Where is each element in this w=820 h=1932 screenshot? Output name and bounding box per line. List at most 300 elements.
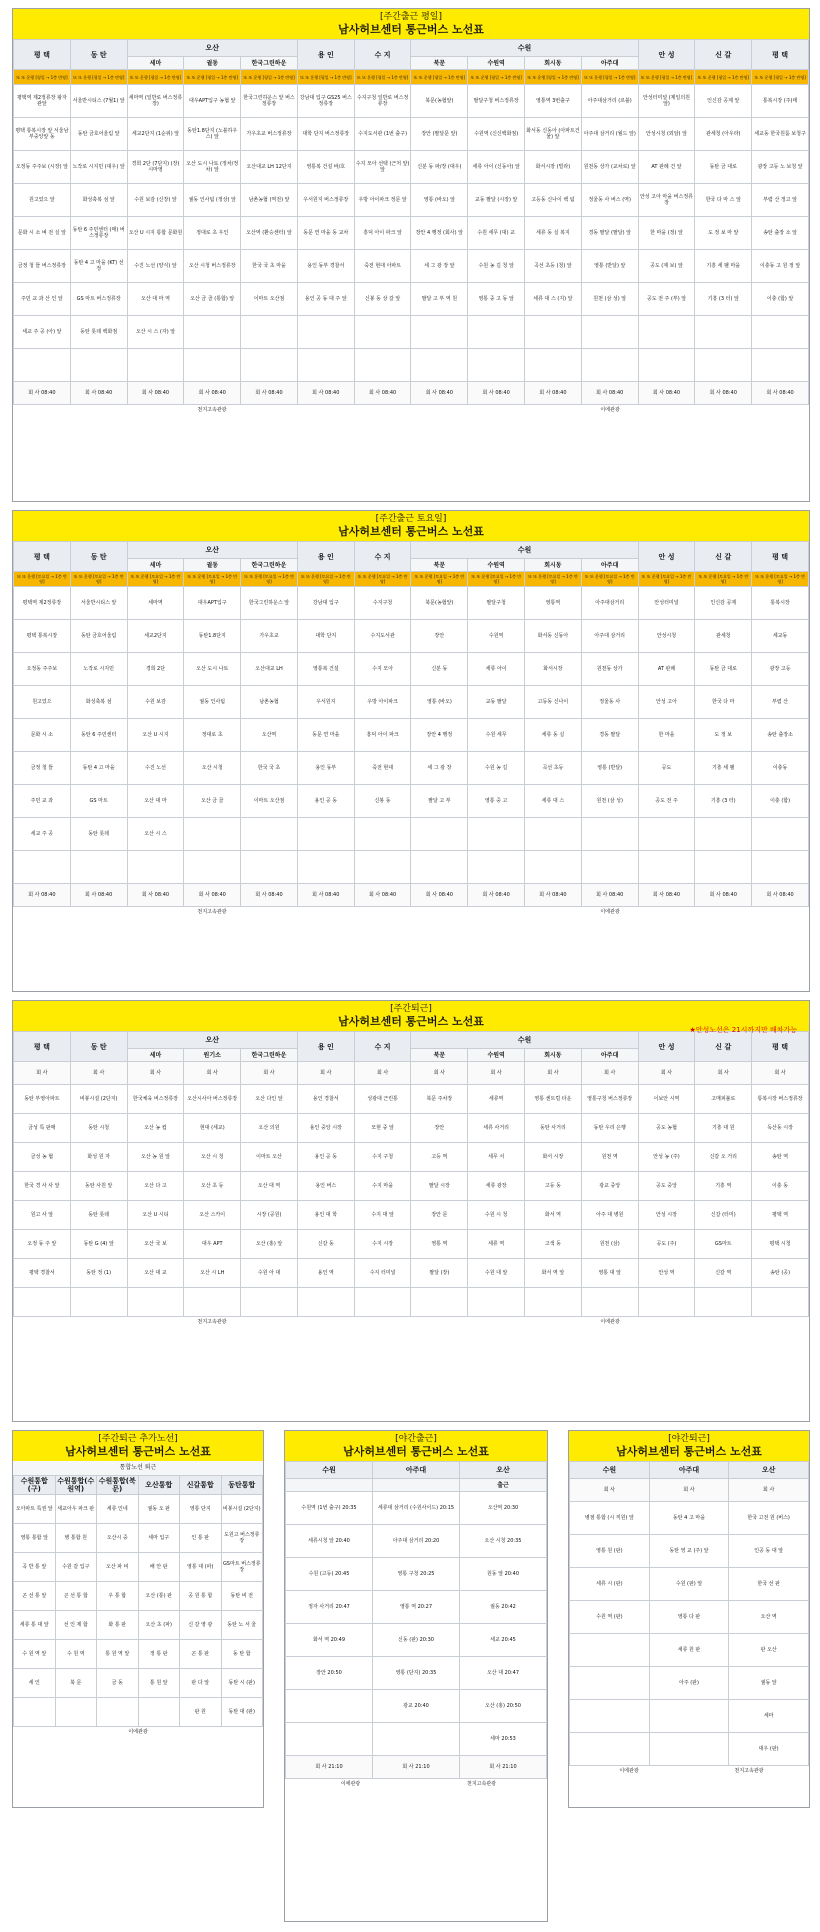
stop-cell — [468, 851, 525, 884]
stop-cell: 영통 중 고 — [468, 785, 525, 818]
col-header: 수 지 — [354, 40, 411, 70]
stop-cell: 대우 (판) — [729, 1733, 809, 1766]
stop-cell: 안성 농 (주) — [638, 1143, 695, 1172]
stop-cell: 평택 통복시장 — [14, 620, 71, 653]
stop-cell: 죽전 현대 아파트 — [354, 250, 411, 283]
stop-cell: AT 판례 건 앞 — [638, 151, 695, 184]
stop-cell: 원천 (삼) — [581, 1230, 638, 1259]
sub-header: 북문 — [411, 1049, 468, 1062]
sub-header: 원기소 — [184, 1049, 241, 1062]
stop-cell: 동탄 4 고 마을 (KT) 선 정 — [70, 250, 127, 283]
table-row — [14, 1288, 809, 1317]
saturday-end-row — [14, 884, 809, 907]
stop-cell: 광장 고등 노 보청 앞 — [752, 151, 809, 184]
col-header: 수원통합(북문) — [97, 1476, 139, 1495]
col-header: 수원통합(수원역) — [55, 1476, 97, 1495]
stop-cell: 오산 농 원 앞 — [127, 1143, 184, 1172]
stop-cell: 교동 팔달 — [468, 686, 525, 719]
stop-cell: 곡 반 통 앞 — [14, 1553, 56, 1582]
stop-cell: 신분 동 — [411, 653, 468, 686]
table-row — [286, 1591, 547, 1624]
stop-cell — [184, 851, 241, 884]
status-cell: 또 또 운행 [토요일 → 1층 반영] — [354, 572, 411, 587]
stop-cell: 수원 농 길 — [468, 752, 525, 785]
stop-cell: 동탄 부영아파트 — [14, 1085, 71, 1114]
stop-cell: 고색 동 — [525, 1230, 582, 1259]
stop-cell: 한국 국 초 마을 — [241, 250, 298, 283]
stop-cell: 원천동 상가 (교차로) 앞 — [581, 151, 638, 184]
stop-cell — [468, 818, 525, 851]
arrival-cell: 회 사 08:40 — [638, 382, 695, 405]
stop-cell: 궐동 오 판 — [138, 1495, 180, 1524]
stop-cell: 용인 경찰서 — [297, 1085, 354, 1114]
arrival-cell: 회 사 21:10 — [373, 1756, 460, 1779]
table-row — [14, 1524, 263, 1553]
stop-cell: 금성 특 판매 — [14, 1114, 71, 1143]
stop-cell: 수진 노선 (양식) 앞 — [127, 250, 184, 283]
stop-cell: 도 정 보 — [695, 719, 752, 752]
stop-cell: 정자 사거리 20:47 — [286, 1591, 373, 1624]
stop-cell — [411, 818, 468, 851]
table-row — [14, 1698, 263, 1727]
stop-cell — [581, 349, 638, 382]
stop-cell — [297, 851, 354, 884]
sub-header: 세마 — [127, 1049, 184, 1062]
arrival-cell: 회 사 08:40 — [354, 884, 411, 907]
start-cell: 회 사 — [468, 1062, 525, 1085]
stop-cell: 세교 주 공 — [14, 818, 71, 851]
stop-cell: 수지 마을 — [354, 1172, 411, 1201]
sub-header: 회시동 — [525, 559, 582, 572]
stop-cell: 아주대삼거리 (르블) — [581, 85, 638, 118]
night-out-table — [569, 1461, 809, 1766]
stop-cell: 오산 (홍) 20:50 — [460, 1690, 547, 1723]
stop-cell: 평택 역 — [752, 1201, 809, 1230]
stop-cell: 오산 금 골 (통합) 앞 — [184, 283, 241, 316]
stop-cell: 세교 20:45 — [460, 1624, 547, 1657]
status-cell: 또 또 운행 [평일 → 1층 반영] — [70, 70, 127, 85]
stop-cell: 세류 시 (판) — [570, 1568, 650, 1601]
stop-cell: 곡선 초등 — [525, 752, 582, 785]
stop-cell: 궐동 20:42 — [460, 1591, 547, 1624]
stop-cell: 오정동 주주보 — [14, 653, 71, 686]
stop-cell: 이충 (합) — [752, 785, 809, 818]
stop-cell — [570, 1667, 650, 1700]
stop-cell: 송탄 (공) — [752, 1259, 809, 1288]
sub-header: 궐동 — [184, 559, 241, 572]
status-cell: 또 또 운행 [토요일 → 1층 반영] — [752, 572, 809, 587]
table-row — [14, 785, 809, 818]
stop-cell: 우서원지 버스정류장 — [297, 184, 354, 217]
col-header: 평 택 — [752, 40, 809, 70]
stop-cell: 오산 대 마 역 — [127, 283, 184, 316]
stop-cell: 오산시 중 — [97, 1524, 139, 1553]
stop-cell: 영통 다 판 — [649, 1601, 729, 1634]
stop-cell: 오산 대 마 — [127, 785, 184, 818]
status-cell: 또 또 운행 [토요일 → 1층 반영] — [70, 572, 127, 587]
stop-cell — [70, 851, 127, 884]
status-cell: 또 또 운행 [평일 → 1층 반영] — [184, 70, 241, 85]
stop-cell: 세류 인네 — [97, 1495, 139, 1524]
stop-cell: 화서 시장 — [525, 1143, 582, 1172]
col-header: 평 택 — [752, 1032, 809, 1062]
stop-cell: 용인 중앙 시장 — [297, 1114, 354, 1143]
stop-cell: 광장 고등 — [752, 653, 809, 686]
stop-cell — [638, 1288, 695, 1317]
table-row — [14, 851, 809, 884]
stop-cell: 한국 선 판 — [729, 1568, 809, 1601]
stop-cell: 영통 역 — [411, 1230, 468, 1259]
stop-cell: 수원 세무 (대) 교 — [468, 217, 525, 250]
stop-cell: 동탄 6 주민센터 — [70, 719, 127, 752]
stop-cell: 수지도서관 — [354, 620, 411, 653]
stop-cell: 오산 다인 앞 — [241, 1085, 298, 1114]
stop-cell: 동탄 4 고 마을 — [70, 752, 127, 785]
status-cell: 또 또 운행 [토요일 → 1층 반영] — [184, 572, 241, 587]
stop-cell: 영통 (바오) — [411, 686, 468, 719]
stop-cell — [14, 1288, 71, 1317]
table-row — [286, 1558, 547, 1591]
status-cell: 또 또 운행 [평일 → 1층 반영] — [581, 70, 638, 85]
stop-cell: 오산대교 LH 12단지 — [241, 151, 298, 184]
status-cell: 또 또 운행 [평일 → 1층 반영] — [241, 70, 298, 85]
stop-cell: 장안 — [411, 1114, 468, 1143]
stop-cell: 시장 (공원) — [241, 1201, 298, 1230]
start-cell: 회 사 — [638, 1062, 695, 1085]
stop-cell: 관세청 — [695, 620, 752, 653]
arrival-cell: 회 사 08:40 — [127, 382, 184, 405]
stop-cell: 우 통 합 — [97, 1582, 139, 1611]
evening-footer: 천지고속관광 이에관광 — [197, 1319, 620, 1325]
stop-cell: 고등 역 — [411, 1143, 468, 1172]
stop-cell: 오산 스카이 — [184, 1201, 241, 1230]
arrival-cell: 회 사 08:40 — [354, 382, 411, 405]
stop-cell: 팔달 고 부 역 원 — [411, 283, 468, 316]
stop-cell: 화서동 신동아 — [525, 620, 582, 653]
arrival-cell: 회 사 08:40 — [14, 884, 71, 907]
weekday-yellow-row — [14, 70, 809, 85]
table-row — [14, 85, 809, 118]
stop-cell: 오산 초 등 — [184, 1172, 241, 1201]
stop-cell: 한국 다 마 — [695, 686, 752, 719]
stop-cell: 영통 센트럴 타운 — [525, 1085, 582, 1114]
stop-cell: 영통 (반달) 앞 — [581, 250, 638, 283]
table-row — [14, 283, 809, 316]
stop-cell: 궐동 앞 — [729, 1667, 809, 1700]
stop-cell — [354, 349, 411, 382]
stop-cell: 신갈 오 거리 — [695, 1143, 752, 1172]
stop-cell — [570, 1634, 650, 1667]
stop-cell: 한국 다 마 스 앞 — [695, 184, 752, 217]
stop-cell: 오산 역 — [729, 1601, 809, 1634]
stop-cell: 공도 (주) — [638, 1230, 695, 1259]
stop-cell — [373, 1723, 460, 1756]
stop-cell: 세류 동 실 복지 — [525, 217, 582, 250]
stop-cell: 모현 중 앞 — [354, 1114, 411, 1143]
weekday-footer: 천지고속관광 이에관광 — [197, 407, 620, 413]
status-cell: 또 또 운행 [토요일 → 1층 반영] — [468, 572, 525, 587]
stop-cell: 오산 국 보 — [127, 1230, 184, 1259]
night-in-title: [야간출근] 남사허브센터 통근버스 노선표 — [285, 1431, 547, 1461]
stop-cell: 고등동 신나이 — [525, 686, 582, 719]
stop-cell — [184, 1288, 241, 1317]
stop-cell: 용인 동부 — [297, 752, 354, 785]
stop-cell: 원천 역 — [581, 1143, 638, 1172]
col-header: 아주대 — [373, 1462, 460, 1479]
stop-cell: 원천 (삼 성) — [581, 785, 638, 818]
table-row — [14, 250, 809, 283]
stop-cell: 부렴 산 정고 앞 — [752, 184, 809, 217]
stop-cell: 우서원지 — [297, 686, 354, 719]
stop-cell: 정울동 사 버스 (역) — [581, 184, 638, 217]
stop-cell — [14, 349, 71, 382]
table-row — [14, 1201, 809, 1230]
stop-cell: 동탄 6 주민센터 (매) 버스정류장 — [70, 217, 127, 250]
extra-title: [주간퇴근 추가노선] 남사허브센터 통근버스 노선표 — [13, 1431, 263, 1461]
stop-cell: 금정 청 뜰 버스정류장 — [14, 250, 71, 283]
night-in-table — [285, 1461, 547, 1779]
stop-cell: 수원 갈 입구 — [55, 1553, 97, 1582]
stop-cell: 오산 도시 나토 — [184, 653, 241, 686]
stop-cell: 영통 대 (파) — [180, 1553, 222, 1582]
stop-cell: 신동 (판) 20:30 — [373, 1624, 460, 1657]
arrival-cell: 회 사 08:40 — [184, 884, 241, 907]
stop-cell: 오산 시청 20:35 — [460, 1525, 547, 1558]
sub-header: 세마 — [127, 559, 184, 572]
stop-cell: 동탄 롯데 — [70, 818, 127, 851]
stop-cell: 세교동 한국원룸 보청구 — [752, 118, 809, 151]
stop-cell: 영통 단지 — [180, 1495, 222, 1524]
start-cell: 회 사 — [184, 1062, 241, 1085]
stop-cell: 문화 시 소 벼 전 실 앞 — [14, 217, 71, 250]
stop-cell: 영통복 건설 — [297, 653, 354, 686]
stop-cell — [752, 1288, 809, 1317]
evening-rows — [14, 1085, 809, 1317]
stop-cell: 이보안 시역 — [638, 1085, 695, 1114]
stop-cell: 동탄 노 서 울 — [221, 1611, 263, 1640]
night-out-header-row — [570, 1462, 809, 1479]
col-header: 평 택 — [14, 1032, 71, 1062]
sub-header: 아주대 — [581, 559, 638, 572]
col-header: 수 지 — [354, 1032, 411, 1062]
stop-cell: 동탄 영 교 (주) 앞 — [649, 1535, 729, 1568]
stop-cell — [297, 316, 354, 349]
status-cell: 또 또 운행 [토요일 → 1층 반영] — [14, 572, 71, 587]
stop-cell — [411, 349, 468, 382]
stop-cell: 오산 다 고 — [127, 1172, 184, 1201]
stop-cell: 궐동 인사팀 — [184, 686, 241, 719]
stop-cell: 판 다 앞 — [180, 1669, 222, 1698]
col-header: 출근 — [460, 1479, 547, 1492]
col-header: 수 지 — [354, 542, 411, 572]
stop-cell: 오산 시 스 — [127, 818, 184, 851]
table-row — [14, 316, 809, 349]
table-row — [14, 1582, 263, 1611]
stop-cell: 영통 (단지) 20:35 — [373, 1657, 460, 1690]
stop-cell: 이충 (합) 앞 — [752, 283, 809, 316]
stop-cell: 대우APT입구 농협 앞 — [184, 85, 241, 118]
stop-cell: 세류 동 실 — [525, 719, 582, 752]
stop-cell — [127, 349, 184, 382]
stop-cell: GS마트 버스정류장 — [221, 1553, 263, 1582]
stop-cell: 동탄1.8단지 (노블하우스) 앞 — [184, 118, 241, 151]
stop-cell — [297, 1288, 354, 1317]
table-row — [570, 1700, 809, 1733]
status-cell: 또 또 운행 [평일 → 1층 반영] — [297, 70, 354, 85]
arrival-cell: 회 사 08:40 — [297, 382, 354, 405]
saturday-title: [주간출근 토요일] 남사허브센터 통근버스 노선표 — [13, 511, 809, 541]
night-out-start-row — [570, 1479, 809, 1502]
stop-cell: 영통역 — [525, 587, 582, 620]
stop-cell — [127, 1288, 184, 1317]
stop-cell: 아주대 삼거리 — [581, 620, 638, 653]
stop-cell — [638, 851, 695, 884]
stop-cell: 수지 터미널 — [354, 1259, 411, 1288]
stop-cell: 동탄 우리 은행 — [581, 1114, 638, 1143]
stop-cell: 팔달 (장) — [411, 1259, 468, 1288]
stop-cell: 장안 4 행정 (회사) 앞 — [411, 217, 468, 250]
stop-cell: 용인 버스 — [297, 1172, 354, 1201]
stop-cell — [297, 349, 354, 382]
stop-cell: 광교 중앙 — [581, 1172, 638, 1201]
table-row — [286, 1624, 547, 1657]
stop-cell: 수원 시 청 — [468, 1201, 525, 1230]
stop-cell: 광교 20:40 — [373, 1690, 460, 1723]
stop-cell — [241, 818, 298, 851]
stop-cell: 세교2단지 — [127, 620, 184, 653]
evening-title: [주간퇴근] 남사허브센터 통근버스 노선표 — [13, 1001, 809, 1031]
stop-cell: 통복시장 버스정류장 — [752, 1085, 809, 1114]
saturday-footer: 천지고속관광 이에관광 — [197, 909, 620, 915]
saturday-table — [13, 541, 809, 907]
status-cell: 또 또 운행 [평일 → 1층 반영] — [695, 70, 752, 85]
stop-cell: 동탄 금 대로 — [695, 653, 752, 686]
start-cell: 회 사 — [729, 1479, 809, 1502]
stop-cell: 수원역 (1번 출구) 20:35 — [286, 1492, 373, 1525]
arrival-cell: 회 사 08:40 — [411, 884, 468, 907]
stop-cell: 현대 (세교) — [184, 1114, 241, 1143]
col-header: 용 인 — [297, 1032, 354, 1062]
start-cell: 회 사 — [241, 1062, 298, 1085]
start-cell: 회 사 — [411, 1062, 468, 1085]
sub-header: 수원역 — [468, 559, 525, 572]
sub-header: 한국그린하운 — [241, 1049, 298, 1062]
stop-cell: 화성축복 섬 앞 — [70, 184, 127, 217]
stop-cell: 아주대삼거리 — [581, 587, 638, 620]
stop-cell: 오산 시 LH — [184, 1259, 241, 1288]
stop-cell: 서울반시티스 앞 — [70, 587, 127, 620]
stop-cell: 세무 서 — [468, 1143, 525, 1172]
stop-cell — [638, 316, 695, 349]
stop-cell: 선 인 제 합 — [55, 1611, 97, 1640]
stop-cell: 흥덕 아이 파크 — [354, 719, 411, 752]
stop-cell: 오산 금 골 — [184, 785, 241, 818]
stop-cell — [184, 818, 241, 851]
stop-cell — [70, 1288, 127, 1317]
table-row — [14, 719, 809, 752]
stop-cell: 수진 노선 — [127, 752, 184, 785]
stop-cell — [14, 851, 71, 884]
stop-cell: 수원 (고등) 20:45 — [286, 1558, 373, 1591]
stop-cell: 수지 모아 선택 (근처 앞) 앞 — [354, 151, 411, 184]
night-out-schedule — [568, 1430, 810, 1808]
stop-cell: 수원 (판) 앞 — [649, 1568, 729, 1601]
stop-cell — [752, 349, 809, 382]
stop-cell: 수원역 — [468, 620, 525, 653]
col-header: 수원 — [286, 1462, 373, 1479]
stop-cell: 인공 동 대 앞 — [729, 1535, 809, 1568]
stop-cell: 수원 세무 — [468, 719, 525, 752]
col-header: 안 성 — [638, 40, 695, 70]
table-row — [14, 653, 809, 686]
stop-cell: 금 동 — [97, 1669, 139, 1698]
stop-cell — [752, 851, 809, 884]
status-cell: 또 또 운행 [평일 → 1층 반영] — [638, 70, 695, 85]
col-header: 안 성 — [638, 1032, 695, 1062]
start-cell: 회 사 — [581, 1062, 638, 1085]
stop-cell: 수원 아 대 — [241, 1259, 298, 1288]
stop-cell — [286, 1723, 373, 1756]
stop-cell: 북문(농협앞) — [411, 85, 468, 118]
stop-cell: 아주 대 병원 — [581, 1201, 638, 1230]
stop-cell: 오산 U 시티 — [127, 1201, 184, 1230]
col-header — [373, 1479, 460, 1492]
stop-cell: 북문(농협앞) — [411, 587, 468, 620]
stop-cell: 영통 중 고 동 앞 — [468, 283, 525, 316]
table-row — [14, 118, 809, 151]
stop-cell: 동문 연 마을 — [297, 719, 354, 752]
stop-cell: 세류 대 스 — [525, 785, 582, 818]
stop-cell — [138, 1698, 180, 1727]
status-cell: 또 또 운행 [평일 → 1층 반영] — [468, 70, 525, 85]
stop-cell: 화서시장 (빌라) — [525, 151, 582, 184]
stop-cell: 통 원 앞 — [138, 1669, 180, 1698]
stop-cell: 세마역 (일반로 버스정류장) — [127, 85, 184, 118]
stop-cell: 동탄 롯데 — [70, 1201, 127, 1230]
stop-cell: 오산 대 20:47 — [460, 1657, 547, 1690]
stop-cell: 이충동 — [752, 752, 809, 785]
stop-cell — [468, 316, 525, 349]
stop-cell: 오산 U 시지 — [127, 719, 184, 752]
stop-cell: 오산 도시 나토 (정차/정차) 앞 — [184, 151, 241, 184]
weekday-title: [주간출근 평일] 남사허브센터 통근버스 노선표 — [13, 9, 809, 39]
stop-cell: 동문 연 마을 동 교차 — [297, 217, 354, 250]
stop-cell — [752, 316, 809, 349]
stop-cell: 평택역 제2정류장 왕자관앞 — [14, 85, 71, 118]
extra-schedule — [12, 1430, 264, 1808]
stop-cell — [127, 851, 184, 884]
stop-cell: 팔달구청 — [468, 587, 525, 620]
stop-cell: 흥덕 아이 파크 앞 — [354, 217, 411, 250]
table-row — [14, 1553, 263, 1582]
stop-cell: 관세청 (아우라) — [695, 118, 752, 151]
stop-cell: 원천동 상가 — [581, 653, 638, 686]
stop-cell: 한 마을 — [638, 719, 695, 752]
stop-cell: 오아파트 특권 앞 — [14, 1495, 56, 1524]
stop-cell: 안성시청 (외암) 앞 — [638, 118, 695, 151]
stop-cell: 대우APT입구 — [184, 587, 241, 620]
stop-cell: 용인 공 동 대 주 앞 — [297, 283, 354, 316]
stop-cell: 강남대 입구 GS25 버스정류장 — [297, 85, 354, 118]
sub-header: 세마 — [127, 57, 184, 70]
night-in-footer: 이에관광 천지고속관광 — [340, 1781, 496, 1787]
stop-cell: 오산 시청 — [184, 752, 241, 785]
stop-cell: 경희 2단 — [127, 653, 184, 686]
stop-cell — [468, 1288, 525, 1317]
night-out-rows — [570, 1502, 809, 1766]
col-header: 평 택 — [14, 542, 71, 572]
stop-cell: 오산 초 (파) — [138, 1611, 180, 1640]
